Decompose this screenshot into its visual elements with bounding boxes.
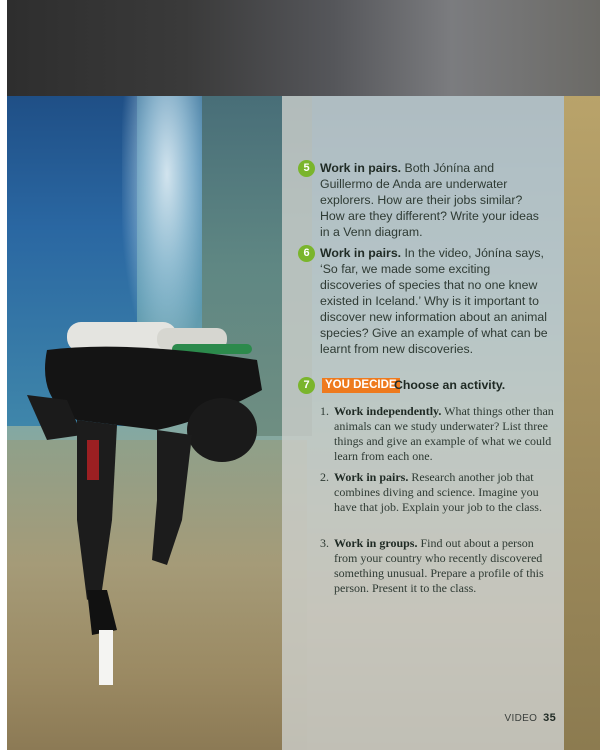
diver-boot xyxy=(87,590,117,635)
option-heading: Work in pairs. xyxy=(334,470,409,484)
diver-head xyxy=(187,398,257,462)
option-body: Research another job that combines diving and science. Imagine you have that job. Explain your job to the class. xyxy=(334,470,542,514)
activity-heading: Work in pairs. xyxy=(320,161,402,175)
option-number: 3. xyxy=(320,536,329,550)
option-body: Find out about a person from your country who recently discovered something unusual. Prepare a profile of this person. Present it to the class. xyxy=(334,536,544,595)
option-heading: Work independently. xyxy=(334,404,442,418)
sample-pipe xyxy=(99,630,113,685)
page-footer xyxy=(505,712,556,724)
option-text xyxy=(334,404,560,464)
activity-number-badge: 5 xyxy=(298,160,315,177)
diver-illustration xyxy=(7,300,287,700)
activity-number-badge: 6 xyxy=(298,245,315,262)
activity-heading: Work in pairs. xyxy=(320,246,402,260)
option-text xyxy=(334,470,560,515)
option-3 xyxy=(320,536,560,596)
photo-top-band xyxy=(7,0,600,96)
you-decide-text: Choose an activity. xyxy=(394,378,506,392)
option-body: What things other than animals can we study underwater? List three things and give an example of what we could learn from each one. xyxy=(334,404,554,463)
activity-5 xyxy=(298,160,548,240)
option-1 xyxy=(320,404,560,464)
photo-rock-right xyxy=(564,96,600,750)
option-2 xyxy=(320,470,560,515)
page-number: 35 xyxy=(543,712,556,724)
activity-body: In the video, Jónína says, ‘So far, we made some exciting discoveries of species that no one knew existed in Iceland.’ Why is it important to discover new information about an animal species? Give an example of what can be learnt from new discoveries. xyxy=(320,246,548,356)
activity-text xyxy=(320,245,548,357)
activity-body: Both Jónína and Guillermo de Anda are underwater explorers. How are their jobs similar? How are they different? Write your ideas in a Venn diagram. xyxy=(320,161,539,239)
activity-number-badge: 7 xyxy=(298,377,315,394)
option-heading: Work in groups. xyxy=(334,536,418,550)
activity-7-header xyxy=(298,377,548,395)
option-number: 2. xyxy=(320,470,329,484)
option-text xyxy=(334,536,560,596)
you-decide-badge: YOU DECIDE xyxy=(322,378,400,393)
section-label: VIDEO xyxy=(504,713,538,724)
diver-leg-right xyxy=(152,430,192,565)
diver-suit-red xyxy=(87,440,99,480)
activity-6 xyxy=(298,245,548,357)
activity-text xyxy=(320,160,548,240)
option-number: 1. xyxy=(320,404,329,418)
